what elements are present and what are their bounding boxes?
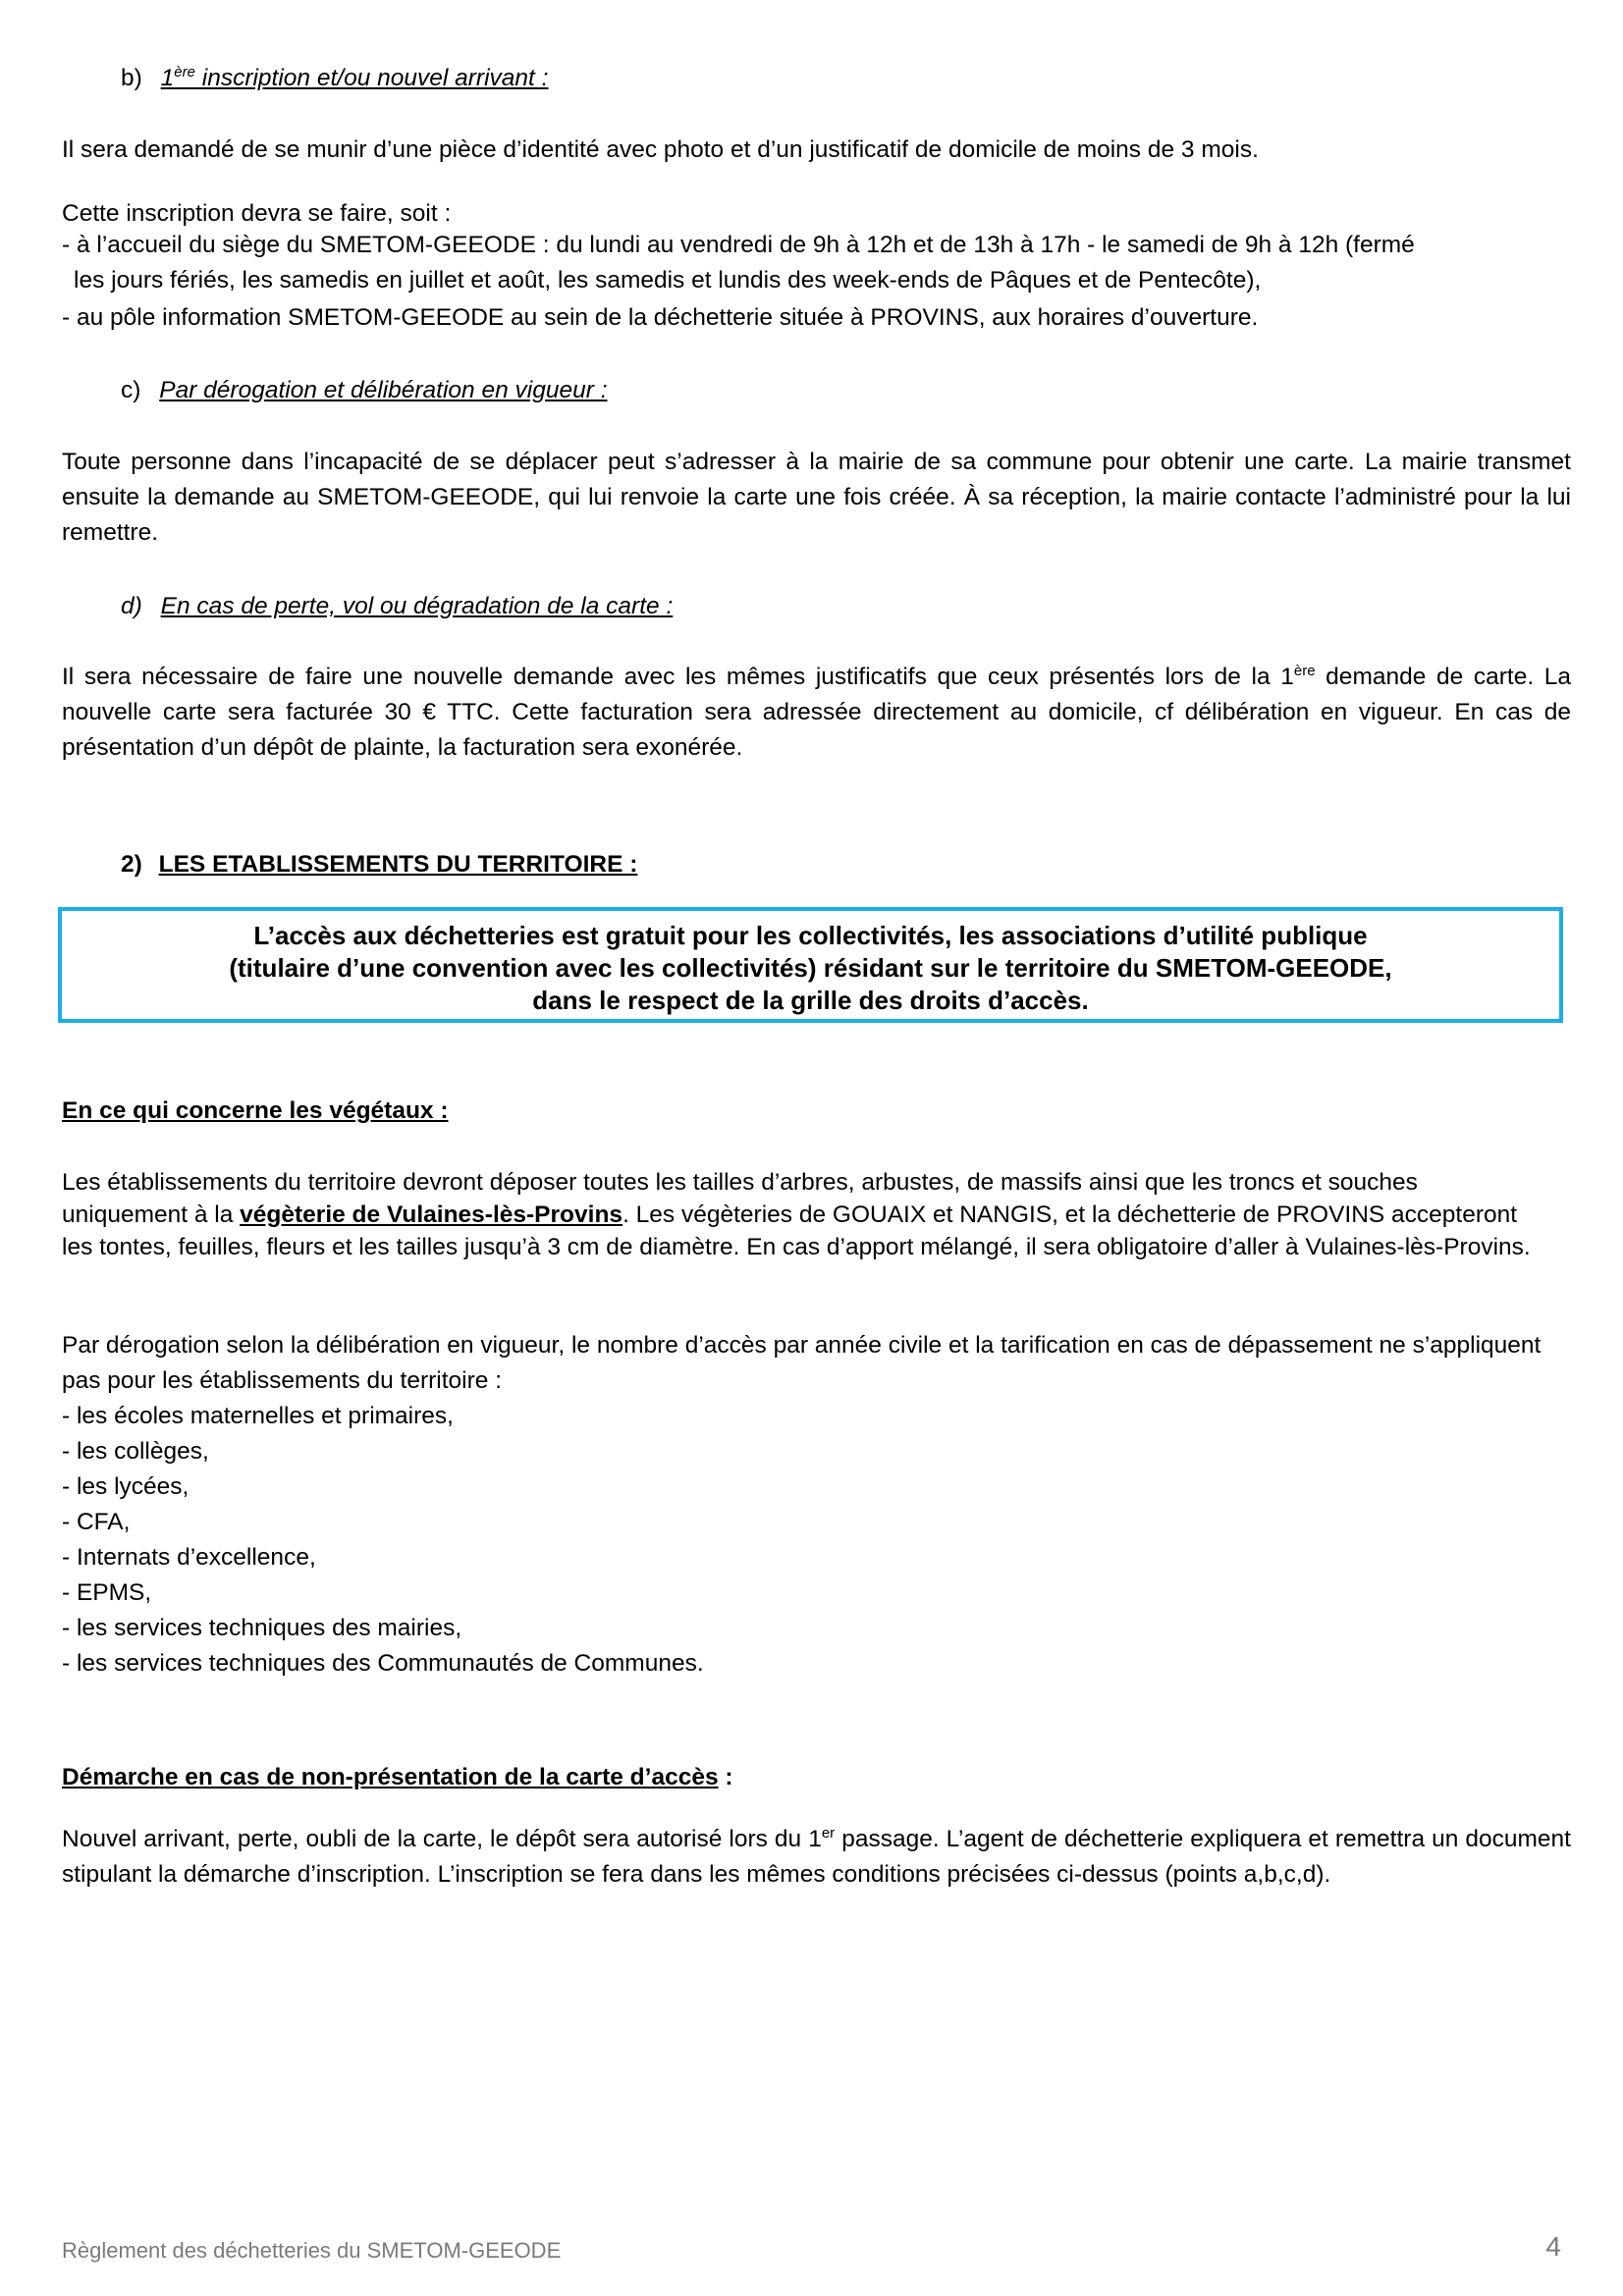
demarche-heading-text: Démarche en cas de non-présentation de la carte d’accès [62, 1764, 719, 1790]
section-c-letter: c) [121, 377, 141, 403]
vegeterie-vulaines-link-text: végèterie de Vulaines-lès-Provins [240, 1201, 623, 1228]
section-d-paragraph-sup: ère [1293, 662, 1316, 679]
vegetaux-paragraph-1 [62, 1166, 1571, 1263]
page-number: 4 [1545, 2231, 1561, 2262]
section-b-option-1: - à l’accueil du siège du SMETOM-GEEODE : du lundi au vendredi de 9h à 12h et de 13h à 17h - le samedi de 9h à 12h (fermé [62, 232, 1415, 258]
notice-line-3: dans le respect de la grille des droits d’accès. [532, 986, 1089, 1015]
section-b-intro: Cette inscription devra se faire, soit : [62, 200, 452, 227]
section-b-title-rest: inscription et/ou nouvel arrivant : [194, 65, 549, 91]
section-d-letter: d) [121, 593, 142, 619]
list-item: - EPMS, [62, 1579, 152, 1606]
footer-title: Règlement des déchetteries du SMETOM-GEEODE [62, 2238, 562, 2263]
notice-line-1: L’accès aux déchetteries est gratuit pour les collectivités, les associations d’utilité publique [253, 921, 1368, 950]
list-item: - les services techniques des Communautés de Communes. [62, 1650, 704, 1677]
list-item: - les services techniques des mairies, [62, 1615, 462, 1641]
section-b-option-2: - au pôle information SMETOM-GEEODE au sein de la déchetterie située à PROVINS, aux horaires d’ouverture. [62, 304, 1259, 331]
demarche-p-part2: passage. L’agent de déchetterie expliquera et remettra un document stipulant la démarche d’inscription. L’inscription se fera dans les mêmes conditions précisées ci-dessus (points a,b,c,d). [62, 1826, 1571, 1888]
list-item: - les collèges, [62, 1438, 209, 1465]
section-d-paragraph [62, 660, 1571, 766]
section-b-paragraph: Il sera demandé de se munir d’une pièce d’identité avec photo et d’un justificatif de domicile de moins de 3 mois. [62, 136, 1259, 163]
list-item: - CFA, [62, 1509, 131, 1535]
section-b-letter: b) [121, 65, 142, 91]
section-b-heading [62, 61, 1623, 96]
demarche-p-part1: Nouvel arrivant, perte, oubli de la carte, le dépôt sera autorisé lors du 1 [62, 1826, 822, 1852]
section-2-number: 2) [121, 851, 142, 878]
vegetaux-p1-part2: . Les végèteries de GOUAIX et NANGIS, et la déchetterie de PROVINS accepteront les tontes, feuilles, fleurs et les tailles jusqu’à 3 cm de diamètre. En cas d’apport mélangé, il sera obligatoire d’aller à Vulaines-lès-Provins. [62, 1201, 1531, 1260]
section-b-title-prefix: 1 [160, 65, 175, 91]
establishment-list [62, 1399, 1571, 1682]
notice-box [58, 907, 1563, 1023]
section-c-title: Par dérogation et délibération en vigueur : [159, 377, 608, 403]
section-b-option-1-cont: les jours fériés, les samedis en juillet et août, les samedis et lundis des week-ends de Pâques et de Pentecôte), [74, 267, 1262, 294]
demarche-paragraph [62, 1822, 1571, 1893]
list-item: - les écoles maternelles et primaires, [62, 1403, 454, 1429]
demarche-heading [62, 1760, 1571, 1795]
notice-line-2: (titulaire d’une convention avec les collectivités) résidant sur le territoire du SMETOM-GEEODE, [229, 953, 1392, 983]
vegetaux-heading: En ce qui concerne les végétaux : [62, 1097, 449, 1124]
list-item: - les lycées, [62, 1473, 189, 1500]
section-d-heading [62, 589, 1623, 624]
section-d-paragraph-part2: demande de carte. La nouvelle carte sera facturée 30 € TTC. Cette facturation sera adressée directement au domicile, cf délibération en vigueur. En cas de présentation d’un dépôt de plainte, la facturation sera exonérée. [62, 664, 1571, 761]
page-footer [62, 2231, 1561, 2266]
vegetaux-p1-part1: Les établissements du territoire devront déposer toutes les tailles d’arbres, arbustes, de massifs ainsi que les troncs et souches uniquement à la [62, 1169, 1418, 1228]
section-b-title-sup: ère [174, 63, 195, 80]
list-item: - Internats d’excellence, [62, 1544, 316, 1571]
section-2-title: LES ETABLISSEMENTS DU TERRITOIRE : [158, 851, 638, 878]
section-c-heading [62, 373, 1623, 408]
section-d-title: En cas de perte, vol ou dégradation de la carte : [160, 593, 674, 619]
vegetaux-paragraph-2: Par dérogation selon la délibération en vigueur, le nombre d’accès par année civile et la tarification en cas de dépassement ne s’appliquent pas pour les établissements du territoire : [62, 1332, 1542, 1394]
section-d-paragraph-part1: Il sera nécessaire de faire une nouvelle demande avec les mêmes justificatifs que ceux présentés lors de la 1 [62, 664, 1294, 690]
section-b-title [161, 65, 549, 91]
section-2-heading [62, 847, 1623, 882]
demarche-heading-suffix: : [718, 1764, 733, 1790]
section-c-paragraph: Toute personne dans l’incapacité de se déplacer peut s’adresser à la mairie de sa commune pour obtenir une carte. La mairie transmet ensuite la demande au SMETOM-GEEODE, qui lui renvoie la carte une fois créée. À sa réception, la mairie contacte l’administré pour la lui remettre. [62, 449, 1571, 546]
demarche-p-sup: er [821, 1824, 836, 1842]
